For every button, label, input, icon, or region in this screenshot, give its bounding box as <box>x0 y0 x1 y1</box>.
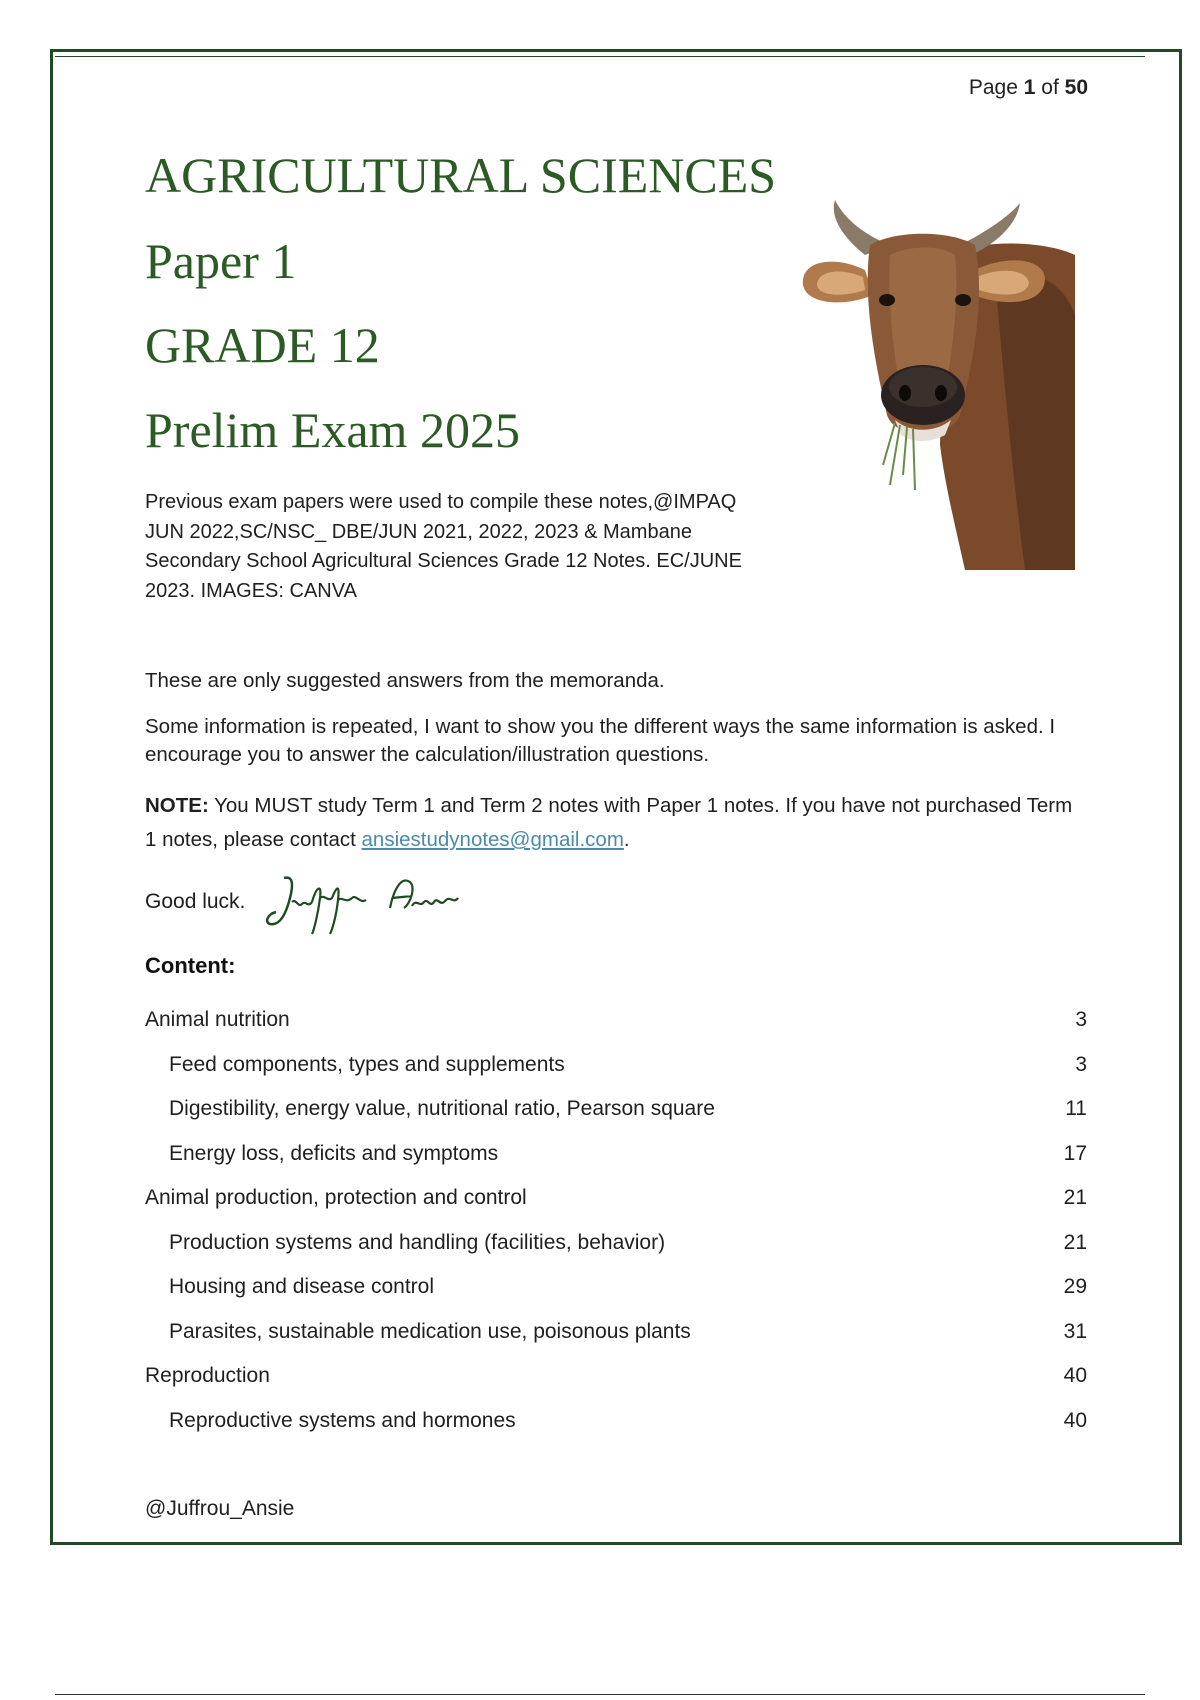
page-number <box>969 76 1088 100</box>
toc-label: Reproduction <box>145 1364 270 1387</box>
page-prefix: Page <box>968 76 1018 99</box>
contact-email-link[interactable]: ansiestudynotes@gmail.com <box>361 828 624 851</box>
toc-row <box>145 1275 1087 1320</box>
page-total: 50 <box>1064 76 1088 99</box>
subject-title: AGRICULTURAL SCIENCES <box>145 147 777 203</box>
cow-image <box>795 195 1075 570</box>
toc-label: Parasites, sustainable medication use, poisonous plants <box>169 1319 691 1343</box>
table-of-contents <box>145 1008 1087 1453</box>
sources-text: Previous exam papers were used to compile these notes,@IMPAQ JUN 2022,SC/NSC_ DBE/JUN 2021, 2022, 2023 & Mambane Secondary School Agricultural Sciences Grade 12 Notes. EC/JUNE 2023. IMAGES: CANVA <box>145 491 742 602</box>
toc-page-number: 17 <box>1063 1141 1087 1165</box>
content-heading: Content: <box>145 953 236 978</box>
toc-label: Housing and disease control <box>169 1275 435 1298</box>
toc-page-number: 11 <box>1065 1097 1087 1120</box>
grade-title: GRADE 12 <box>145 317 380 373</box>
toc-page-number: 3 <box>1075 1008 1087 1031</box>
toc-row <box>145 1142 1087 1187</box>
toc-page-number: 29 <box>1063 1275 1087 1298</box>
note-end: . <box>623 828 630 851</box>
toc-row <box>145 1186 1087 1231</box>
toc-label: Production systems and handling (facilities, behavior) <box>169 1230 666 1254</box>
toc-row <box>145 1409 1087 1454</box>
footer-handle: @Juffrou_Ansie <box>145 1497 295 1520</box>
toc-page-number: 21 <box>1063 1186 1087 1209</box>
toc-label: Feed components, types and supplements <box>169 1052 565 1076</box>
toc-label: Energy loss, deficits and symptoms <box>169 1141 499 1165</box>
toc-label: Animal nutrition <box>145 1008 290 1031</box>
toc-row <box>145 1320 1087 1365</box>
toc-row <box>145 1008 1087 1053</box>
signature-image <box>262 868 462 938</box>
toc-page-number: 40 <box>1063 1408 1087 1432</box>
note-label: NOTE: <box>145 794 209 817</box>
frame-top-rule <box>55 56 1145 57</box>
toc-label: Digestibility, energy value, nutritional ratio, Pearson square <box>169 1097 715 1120</box>
suggested-answers-note: These are only suggested answers from the memoranda. <box>145 669 665 692</box>
toc-page-number: 40 <box>1063 1364 1087 1387</box>
toc-row <box>145 1053 1087 1098</box>
toc-label: Animal production, protection and control <box>145 1186 527 1209</box>
toc-label: Reproductive systems and hormones <box>169 1408 516 1432</box>
note-text: You MUST study Term 1 and Term 2 notes with Paper 1 notes. If you have not purchased Term 1 notes, please contact <box>145 794 1073 851</box>
toc-row <box>145 1231 1087 1276</box>
toc-page-number: 31 <box>1063 1319 1087 1343</box>
page-current: 1 <box>1023 76 1036 99</box>
page-of: of <box>1041 76 1059 99</box>
toc-page-number: 21 <box>1063 1230 1087 1254</box>
toc-page-number: 3 <box>1075 1052 1087 1076</box>
paper-title: Paper 1 <box>145 233 297 289</box>
exam-title: Prelim Exam 2025 <box>145 402 520 458</box>
good-luck-text: Good luck. <box>145 890 246 913</box>
bottom-rule <box>55 1694 1145 1695</box>
study-note <box>145 789 1085 857</box>
toc-row <box>145 1364 1087 1409</box>
toc-row <box>145 1097 1087 1142</box>
repeated-info-note: Some information is repeated, I want to show you the different ways the same information is asked. I encourage you to answer the calculation/illustration questions. <box>145 715 1056 766</box>
